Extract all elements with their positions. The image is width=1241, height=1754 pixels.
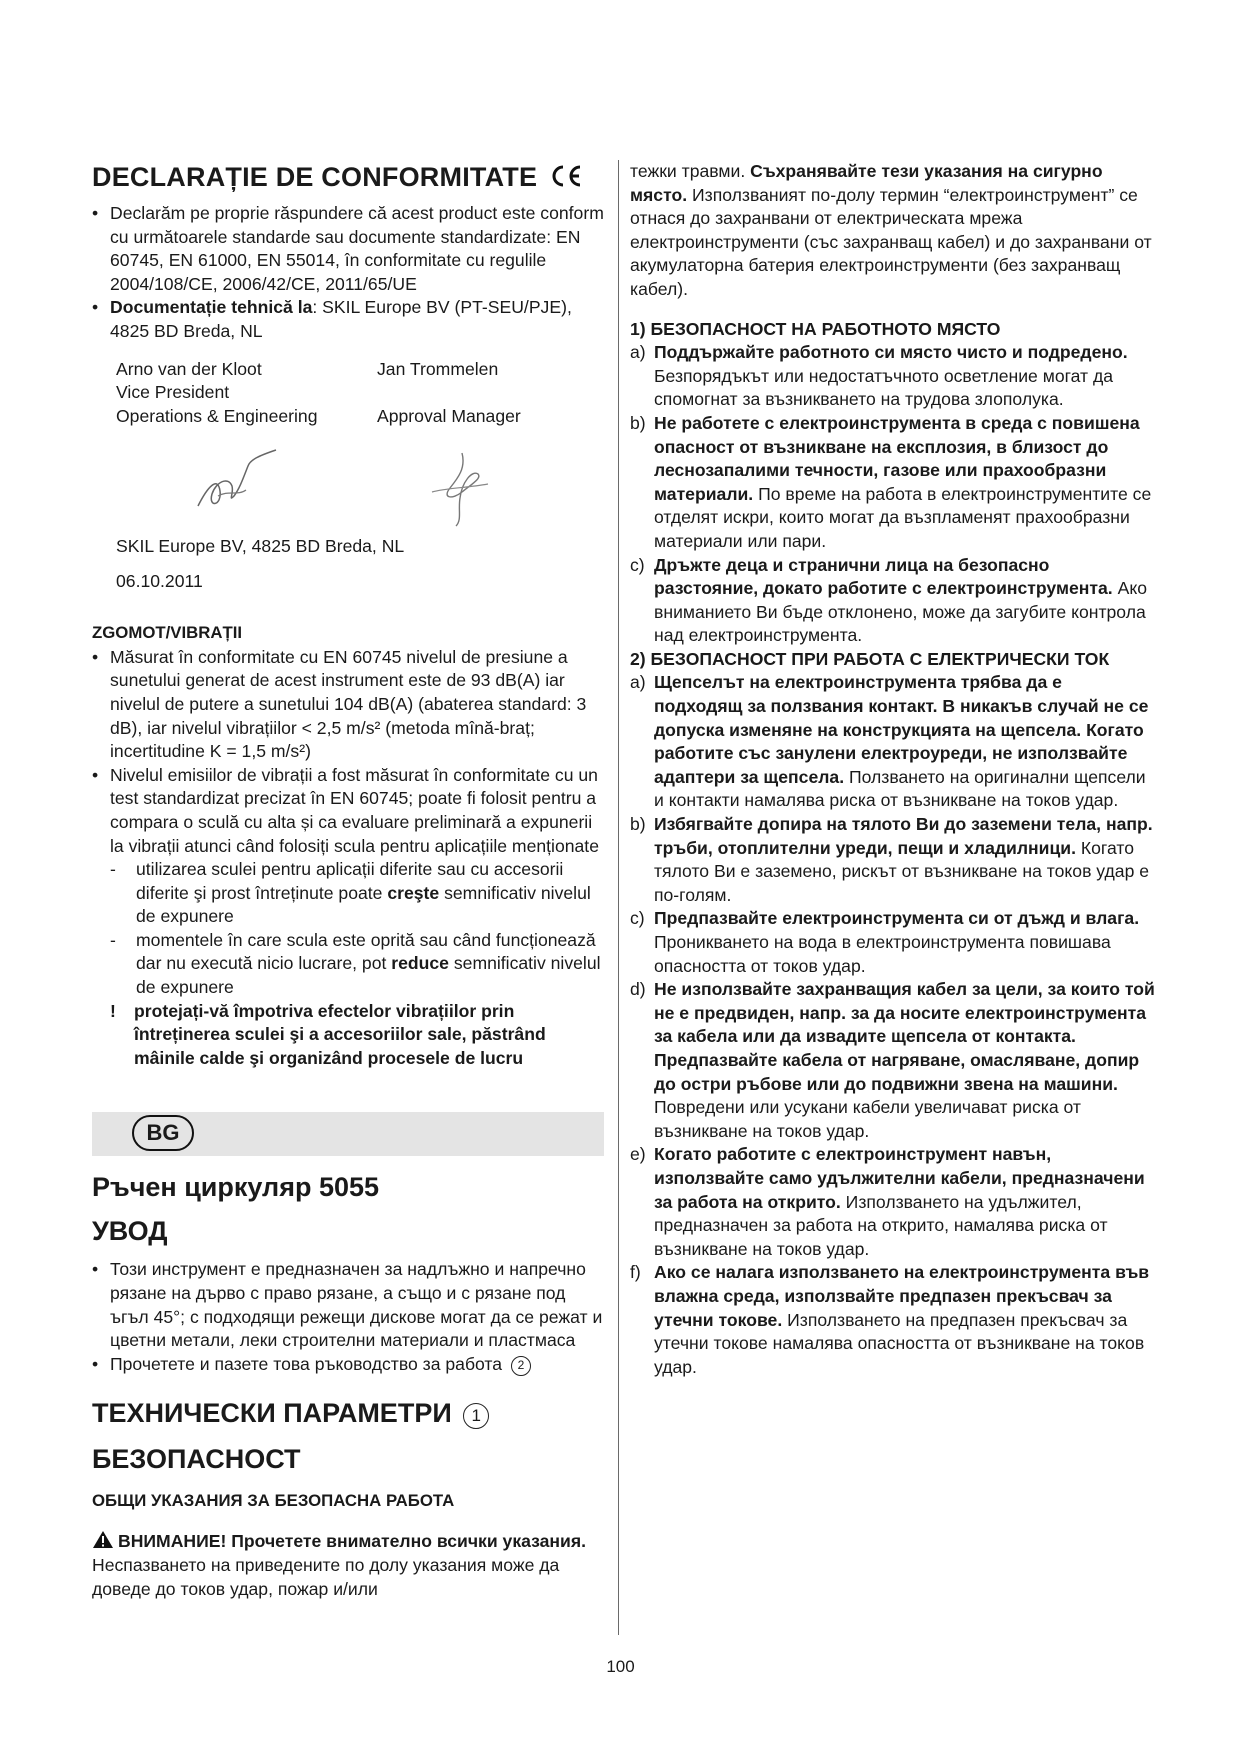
noise-sub-2: - momentele în care scula este oprită sau când funcționează dar nu execută nicio lucrare, pot reduce semnificativ nivelul de expunere <box>110 929 601 998</box>
section-2-item-d: d) Не използвайте захранващия кабел за цели, за които той не е предвиден, напр. за да носите електроинструмента за кабела или да извадите щепсела от контакта. Предпазвайте кабела от нагряване, омасляване, допир до остри ръбове или до подвижни звена на машини. Повредени или усукани кабели увеличават риска от възникване на токов удар. <box>630 979 1155 1141</box>
safety-title: БЕЗОПАСНОСТ <box>92 1444 301 1475</box>
section-1-item-b: b) Не работете с електроинструмента в среда с повишена опасност от възникване на експлозия, в близост до леснозапалими течности, газове или прахообразни материали. По време на работа в електроинструментите се отделят искри, които могат да възпламенят прахообразни материали или пари. <box>630 412 1152 551</box>
safety-warning: ВНИМАНИЕ! Прочетете внимателно всички указания. Неспазването на приведените по долу указания може да доведе до токов удар, пожар и/или <box>92 1531 587 1599</box>
noise-sub-1: - utilizarea sculei pentru aplicații diferite sau cu accesorii diferite şi prost întreținute poate creşte semnificativ nivelul de expunere <box>110 859 591 927</box>
signature-2-icon <box>422 448 502 528</box>
section-2-item-f: f) Ако се налага използването на електроинструмента във влажна среда, използвайте предпазен прекъсвач за утечни токове. Използването на предпазен прекъсвач за утечни токове намалява опасността от възникване на токов удар. <box>630 1262 1150 1377</box>
noise-warning: ! protejați-vă împotriva efectelor vibrațiilor prin întreținerea sculei şi a accesoriilor sale, păstrând mâinile calde şi organizând procesele de lucru <box>110 1000 546 1068</box>
section-2-heading: 2) БЕЗОПАСНОСТ ПРИ РАБОТА С ЕЛЕКТРИЧЕСКИ ТОК <box>630 648 1110 669</box>
section-2-item-e: e) Когато работите с електроинструмент навън, използвайте само удължителни кабели, предназначени за работа на открито. Използването на удължител, предназначен за работа на открито, намалява риска от възникване на токов удар. <box>630 1144 1145 1259</box>
intro-bullet-1: • Този инструмент е предназначен за надлъжно и напречно рязане на дърво с право рязане, а също и с рязане под ъгъл 45°; с подходящи режещи дискове могат да се режат и цветни метали, леки строителни материали и пластмаса <box>92 1258 604 1352</box>
signatory-1-title-1: Vice President <box>116 382 230 403</box>
signatory-2 <box>377 358 577 429</box>
ce-mark-icon <box>549 162 583 196</box>
ref-2-icon: 2 <box>511 1356 531 1376</box>
signatory-1 <box>116 358 376 429</box>
page-number: 100 <box>606 1657 635 1676</box>
section-1-item-a: a) Поддържайте работното си място чисто и подредено. Безпорядъкът или недостатъчното осветление могат да спомогнат за възникването на трудова злополука. <box>630 342 1128 410</box>
warning-triangle-icon <box>92 1530 114 1549</box>
signature-1-icon <box>188 446 278 516</box>
signatory-1-title-2: Operations & Engineering <box>116 405 318 426</box>
product-title: Ръчен циркуляр 5055 <box>92 1172 380 1203</box>
section-1-item-c: c) Дръжте деца и странични лица на безопасно разстояние, докато работите с електроинструмента. Ако вниманието Ви бъде отклонено, може да загубите контрола над електроинструмента. <box>630 554 1148 646</box>
declaration-date: 06.10.2011 <box>116 571 203 592</box>
signatory-1-name: Arno van der Kloot <box>116 358 262 379</box>
signatory-2-title: Approval Manager <box>377 405 521 426</box>
noise-bullet-1: • Măsurat în conformitate cu EN 60745 nivelul de presiune a sunetului generat de acest instrument este de 93 dB(A) iar nivelul de putere a sunetului 104 dB(A) (abaterea standard: 3 dB), iar nivelul vibrațiilor < 2,5 m/s² (metoda mînă-braț; incertitudine K = 1,5 m/s²) <box>92 646 604 764</box>
intro-bullet-2: • Прочетете и пазете това ръководство за работа 2 <box>92 1353 604 1377</box>
general-safety-heading: ОБЩИ УКАЗАНИЯ ЗА БЕЗОПАСНА РАБОТА <box>92 1491 455 1511</box>
signatures-block <box>92 358 604 533</box>
language-badge: BG <box>132 1115 194 1151</box>
section-1-heading: 1) БЕЗОПАСНОСТ НА РАБОТНОТО МЯСТО <box>630 318 1001 339</box>
noise-heading: ZGOMOT/VIBRAȚII <box>92 622 243 642</box>
tech-title: ТЕХНИЧЕСКИ ПАРАМЕТРИ 1 <box>92 1396 604 1430</box>
declaration-statement: • Declarăm pe proprie răspundere că acest product este conform cu următoarele standarde sau documente standardizate: EN 60745, EN 61000, EN 55014, în conformitate cu regulile 2004/108/CE, 2006/42/CE, 2011/65/UE <box>92 202 604 296</box>
section-2-item-a: a) Щепселът на електроинструмента трябва да е подходящ за ползвания контакт. В никакъв случай не се допуска изменяне на конструкцията на щепсела. Когато работите със занулени електроуреди, не използвайте адаптери за щепсела. Ползването на оригинални щепсели и контакти намалява риска от възникване на токов удар. <box>630 672 1149 811</box>
ref-1-icon: 1 <box>463 1403 489 1429</box>
left-column <box>92 160 604 1601</box>
noise-bullet-2: • Nivelul emisiilor de vibrații a fost măsurat în conformitate cu un test standardizat precizat în EN 60745; poate fi folosit pentru a compara o sculă cu alta și ca evaluare preliminară a expunerii la vibrații atunci când folosiți scula pentru aplicațiile menționate <box>92 764 604 858</box>
company-address: SKIL Europe BV, 4825 BD Breda, NL <box>116 535 405 556</box>
safety-continuation: тежки травми. Съхранявайте тези указания на сигурно място. Използваният по-долу термин “електроинструмент” се отнася до захранвани от електрическата мрежа електроинструменти (със захранващ кабел) и до захранвани от акумулаторна батерия електроинструменти (без захранващ кабел). <box>630 161 1152 299</box>
language-bar <box>92 1112 604 1156</box>
section-2-item-b: b) Избягвайте допира на тялото Ви до заземени тела, напр. тръби, отоплителни уреди, пещи и хладилници. Когато тялото Ви е заземено, рискът от възникване на токов удар е по-голям. <box>630 814 1153 905</box>
signatory-2-name: Jan Trommelen <box>377 358 499 379</box>
intro-title: УВОД <box>92 1216 168 1247</box>
declaration-title: DECLARAȚIE DE CONFORMITATE <box>92 160 604 196</box>
technical-documentation: • Documentație tehnică la: SKIL Europe BV (PT-SEU/PJE), 4825 BD Breda, NL <box>92 296 604 343</box>
column-divider <box>618 160 619 1635</box>
right-column <box>630 160 1155 1379</box>
section-2-item-c: c) Предпазвайте електроинструмента си от дъжд и влага. Проникването на вода в електроинструмента повишава опасността от токов удар. <box>630 908 1140 976</box>
